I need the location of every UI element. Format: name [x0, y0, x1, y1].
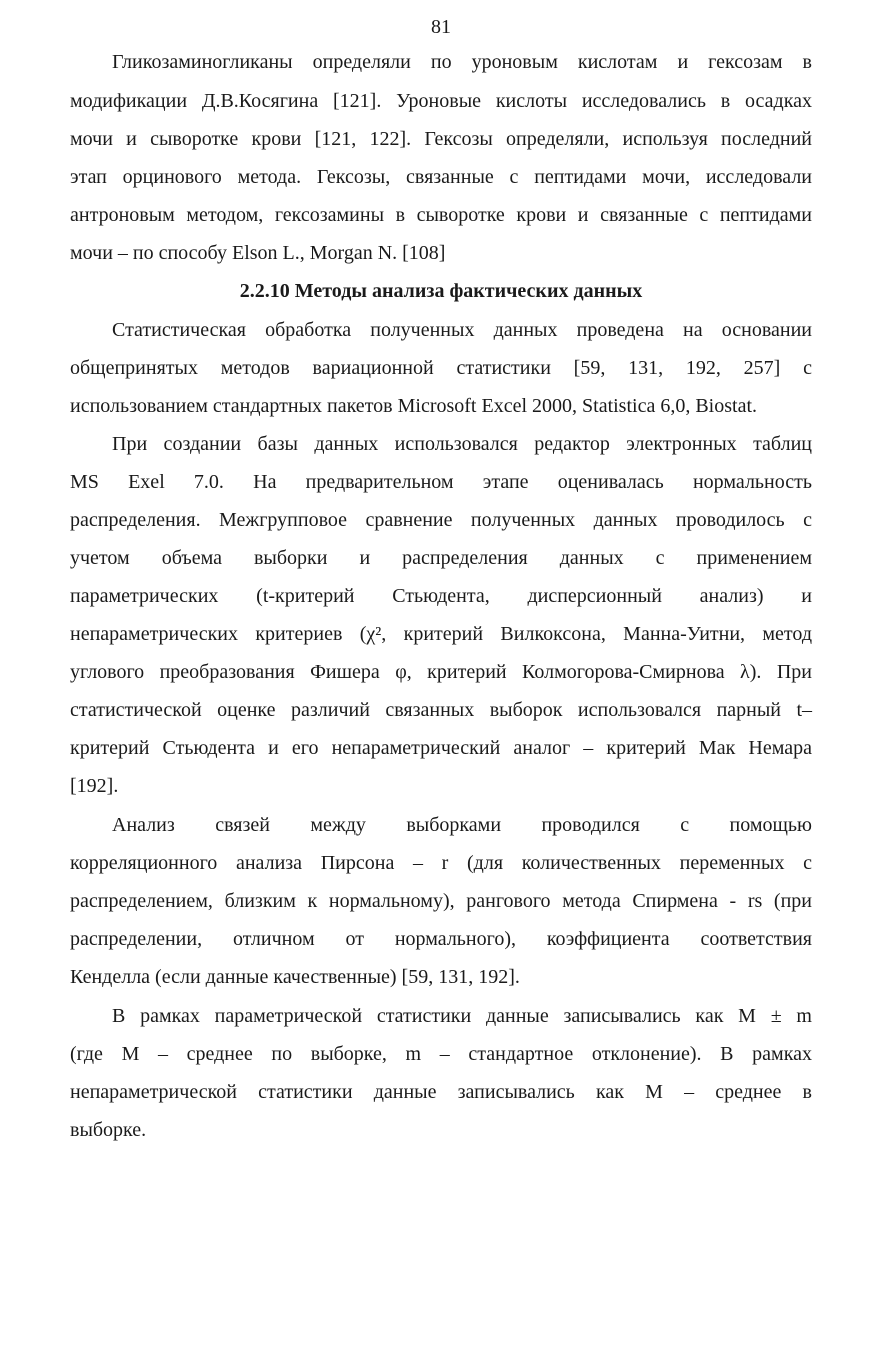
text-line: антроновым методом, гексозамины в сыворотке крови и связанные с пептидами [70, 204, 812, 226]
text-line: модификации Д.В.Косягина [121]. Уроновые кислоты исследовались в осадках [70, 90, 812, 112]
text-line: [192]. [70, 775, 119, 797]
text-line: мочи – по способу Elson L., Morgan N. [108] [70, 242, 446, 264]
text-line: MS Exel 7.0. На предварительном этапе оценивалась нормальность [70, 471, 812, 493]
text-line: углового преобразования Фишера φ, критерий Колмогорова-Смирнова λ). При [70, 661, 812, 683]
text-line: При создании базы данных использовался редактор электронных таблиц [112, 433, 812, 455]
text-line: непараметрических критериев (χ², критерий Вилкоксона, Манна-Уитни, метод [70, 623, 812, 645]
text-line: В рамках параметрической статистики данные записывались как M ± m [112, 1005, 812, 1027]
text-line: корреляционного анализа Пирсона – r (для количественных переменных с [70, 852, 812, 874]
text-line: учетом объема выборки и распределения данных с применением [70, 547, 812, 569]
text-line: статистической оценке различий связанных выборок использовался парный t– [70, 699, 812, 721]
text-line: Статистическая обработка полученных данных проведена на основании [112, 319, 812, 341]
text-line: распределением, близким к нормальному), рангового метода Спирмена - rs (при [70, 890, 812, 912]
text-line: распределения. Межгрупповое сравнение полученных данных проводилось с [70, 509, 812, 531]
section-heading: 2.2.10 Методы анализа фактических данных [239, 280, 643, 302]
text-line: (где M – среднее по выборке, m – стандартное отклонение). В рамках [70, 1043, 812, 1065]
text-line: выборке. [70, 1119, 147, 1141]
text-line: использованием стандартных пакетов Microsoft Excel 2000, Statistica 6,0, Biostat. [70, 395, 758, 417]
text-line: критерий Стьюдента и его непараметрический аналог – критерий Мак Немара [70, 737, 812, 759]
text-line: мочи и сыворотке крови [121, 122]. Гексозы определяли, используя последний [70, 128, 812, 150]
text-line: этап орцинового метода. Гексозы, связанные с пептидами мочи, исследовали [70, 166, 812, 188]
text-line: Кенделла (если данные качественные) [59, 131, 192]. [70, 966, 520, 988]
text-line: непараметрической статистики данные записывались как M – среднее в [70, 1081, 812, 1103]
text-line: распределении, отличном от нормального), коэффициента соответствия [70, 928, 812, 950]
text-line: Анализ связей между выборками проводился с помощью [112, 814, 812, 836]
text-line: Гликозаминогликаны определяли по уроновым кислотам и гексозам в [112, 51, 812, 73]
page-number: 81 [431, 16, 451, 38]
text-line: общепринятых методов вариационной статистики [59, 131, 192, 257] с [70, 357, 812, 379]
text-line: параметрических (t-критерий Стьюдента, дисперсионный анализ) и [70, 585, 812, 607]
